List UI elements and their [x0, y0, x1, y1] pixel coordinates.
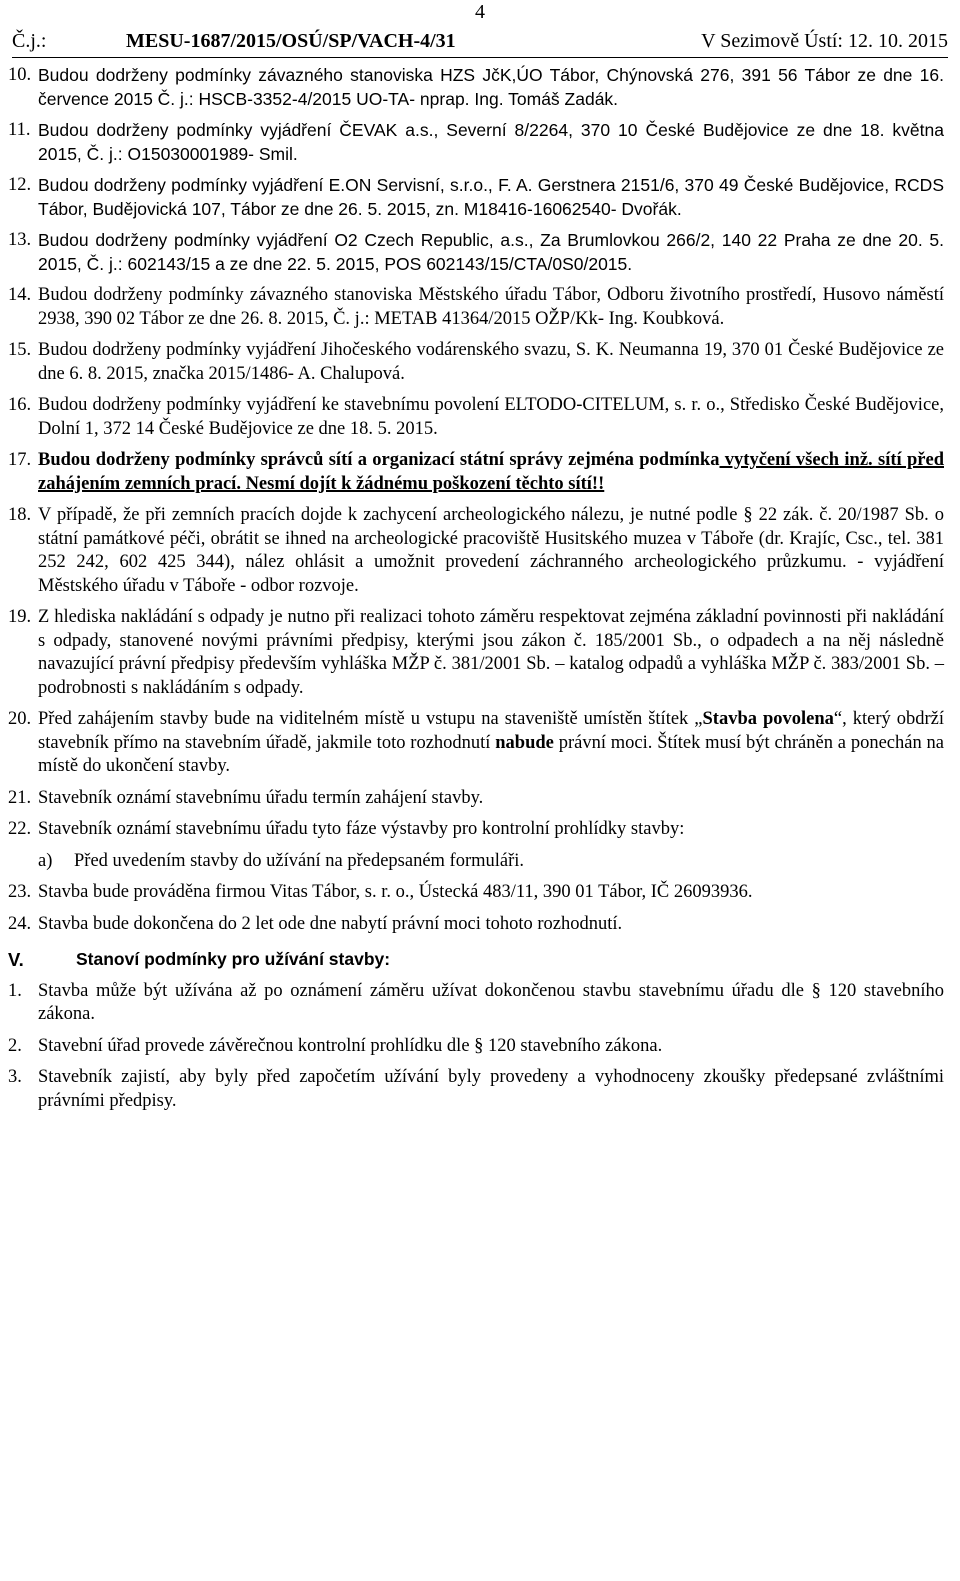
condition-item-22a	[38, 850, 944, 874]
item-number: 19.	[8, 607, 32, 627]
item-text: Budou dodrženy podmínky vyjádření ke stavebnímu povolení ELTODO-CITELUM, s. r. o., Středisko České Budějovice, Dolní 1, 372 14 České Budějovice ze dne 18. 5. 2015.	[38, 395, 944, 439]
item-text: Stavebník oznámí stavebnímu úřadu termín zahájení stavby.	[38, 787, 484, 808]
nabude-bold: nabude	[495, 732, 554, 753]
item-number: 23.	[8, 882, 32, 902]
condition-item-10	[8, 64, 944, 111]
section-title: Stanoví podmínky pro užívání stavby:	[76, 949, 391, 969]
item-number: 1.	[8, 980, 22, 1001]
item-number: 22.	[8, 819, 32, 839]
condition-item-18	[8, 504, 944, 598]
condition-item-17	[8, 449, 944, 496]
item-text: Před zahájením stavby bude na viditelném místě u vstupu na staveniště umístěn štítek „Stavba povolena“, který obdrží stavebník přímo na stavebním úřadě, jakmile toto rozhodnutí nabude právní moci. Štítek musí být chráněn a ponechán na místě do ukončení stavby.	[38, 709, 944, 776]
condition-item-15	[8, 339, 944, 386]
item-text: Budou dodrženy podmínky vyjádření O2 Czech Republic, a.s., Za Brumlovkou 266/2, 140 22 Praha ze dne 20. 5. 2015, Č. j.: 602143/15 a ze dne 22. 5. 2015, POS 602143/15/CTA/0S0/2015.	[38, 230, 944, 274]
item-number: a)	[38, 850, 53, 871]
item-text: Stavebník oznámí stavebnímu úřadu tyto fáze výstavby pro kontrolní prohlídky stavby:	[38, 819, 685, 839]
item-text: Budou dodrženy podmínky vyjádření E.ON Servisní, s.r.o., F. A. Gerstnera 2151/6, 370 49 České Budějovice, RCDS Tábor, Budějovická 107, Tábor ze dne 26. 5. 2015, zn. M18416-16062540- Dvořák.	[38, 175, 944, 219]
item-text: Budou dodrženy podmínky vyjádření Jihočeského vodárenského svazu, S. K. Neumanna 19, 370 01 České Budějovice ze dne 6. 8. 2015, značka 2015/1486- A. Chalupová.	[38, 340, 944, 384]
item-text: Z hlediska nakládání s odpady je nutno při realizaci tohoto záměru respektovat zejména základní povinnosti při nakládání s odpady, stanovené novými právními předpisy, kterými jsou zákon č. 185/2001 Sb., o odpadech a na něj následně navazující právní předpisy především vyhláška MŽP č. 381/2001 Sb. – katalog odpadů a vyhláška MŽP č. 383/2001 Sb. – podrobnosti s nakládáním s odpady.	[38, 607, 944, 698]
item-number: 18.	[8, 505, 32, 525]
item-number: 15.	[8, 340, 32, 360]
item-number: 21.	[8, 787, 32, 808]
item-number: 24.	[8, 913, 32, 934]
item-text-underlined: vytyčení všech inž. sítí před zahájením zemních prací. Nesmí dojít k žádnému poškození těchto sítí!!	[38, 450, 944, 494]
item-text: Před uvedením stavby do užívání na předepsaném formuláři.	[74, 850, 525, 871]
condition-item-22	[8, 818, 944, 842]
item-number: 16.	[8, 395, 32, 415]
reference-label: Č.j.:	[12, 30, 47, 52]
item-number: 14.	[8, 285, 32, 305]
usage-condition-1	[8, 980, 944, 1027]
usage-condition-2	[8, 1035, 944, 1059]
condition-item-12	[8, 174, 944, 221]
item-text: V případě, že při zemních pracích dojde k zachycení archeologického nálezu, je nutné podle § 22 zák. č. 20/1987 Sb. o státní památkové péči, obrátit se ihned na archeologické pracoviště Husitského muzea v Táboře (dr. Krajíc, Csc., tel. 381 252 242, 602 425 344), nález ohlásit a umožnit provedení záchranného archeologického průzkumu. - vyjádření Městského úřadu v Táboře - odbor rozvoje.	[38, 505, 944, 596]
condition-item-19	[8, 606, 944, 700]
place-and-date: V Sezimově Ústí: 12. 10. 2015	[701, 30, 948, 52]
item-text: Stavba bude dokončena do 2 let ode dne nabytí právní moci tohoto rozhodnutí.	[38, 913, 623, 934]
section-v-heading	[8, 948, 944, 972]
item-number: 10.	[8, 65, 32, 85]
document-body	[8, 64, 944, 1113]
condition-item-21	[8, 787, 944, 811]
item-text: Budou dodrženy podmínky závazného stanoviska Městského úřadu Tábor, Odboru životního prostředí, Husovo náměstí 2938, 390 02 Tábor ze dne 26. 8. 2015, Č. j.: METAB 41364/2015 OŽP/Kk- Ing. Koubková.	[38, 285, 944, 329]
item-number: 11.	[8, 120, 31, 140]
item-number: 2.	[8, 1035, 22, 1056]
condition-item-14	[8, 284, 944, 331]
item-number: 20.	[8, 709, 32, 729]
condition-item-13	[8, 229, 944, 276]
reference-number: MESU-1687/2015/OSÚ/SP/VACH-4/31	[126, 30, 456, 52]
page-number: 4	[475, 1, 485, 23]
condition-item-20	[8, 708, 944, 779]
item-text: Budou dodrženy podmínky vyjádření ČEVAK a.s., Severní 8/2264, 370 10 České Budějovice ze dne 18. května 2015, Č. j.: O15030001989- Smil.	[38, 120, 944, 164]
item-number: 3.	[8, 1067, 22, 1087]
section-number: V.	[8, 949, 24, 970]
item-text: Stavební úřad provede závěrečnou kontrolní prohlídku dle § 120 stavebního zákona.	[38, 1035, 663, 1056]
item-number: 17.	[8, 450, 32, 470]
item-text: Stavebník zajistí, aby byly před započetím užívání byly provedeny a vyhodnoceny zkoušky předepsané zvláštními právními předpisy.	[38, 1067, 944, 1111]
item-number: 13.	[8, 230, 32, 250]
usage-condition-3	[8, 1066, 944, 1113]
item-text: Stavba může být užívána až po oznámení záměru užívat dokončenou stavbu stavebnímu úřadu dle § 120 stavebního zákona.	[38, 980, 944, 1024]
item-text: Budou dodrženy podmínky závazného stanoviska HZS JčK,ÚO Tábor, Chýnovská 276, 391 56 Tábor ze dne 16. července 2015 Č. j.: HSCB-3352-4/2015 UO-TA- nprap. Ing. Tomáš Zadák.	[38, 65, 944, 109]
item-number: 12.	[8, 175, 32, 195]
document-header	[12, 27, 948, 58]
stavba-povolena-bold: Stavba povolena	[702, 709, 834, 729]
condition-item-11	[8, 119, 944, 166]
condition-item-16	[8, 394, 944, 441]
item-text	[38, 449, 944, 496]
condition-item-23	[8, 881, 944, 905]
item-text-bold: Budou dodrženy podmínky správců sítí a organizací státní správy zejména podmínka	[38, 450, 720, 470]
item-text: Stavba bude prováděna firmou Vitas Tábor, s. r. o., Ústecká 483/11, 390 01 Tábor, IČ 26093936.	[38, 882, 753, 902]
condition-item-24	[8, 913, 944, 937]
